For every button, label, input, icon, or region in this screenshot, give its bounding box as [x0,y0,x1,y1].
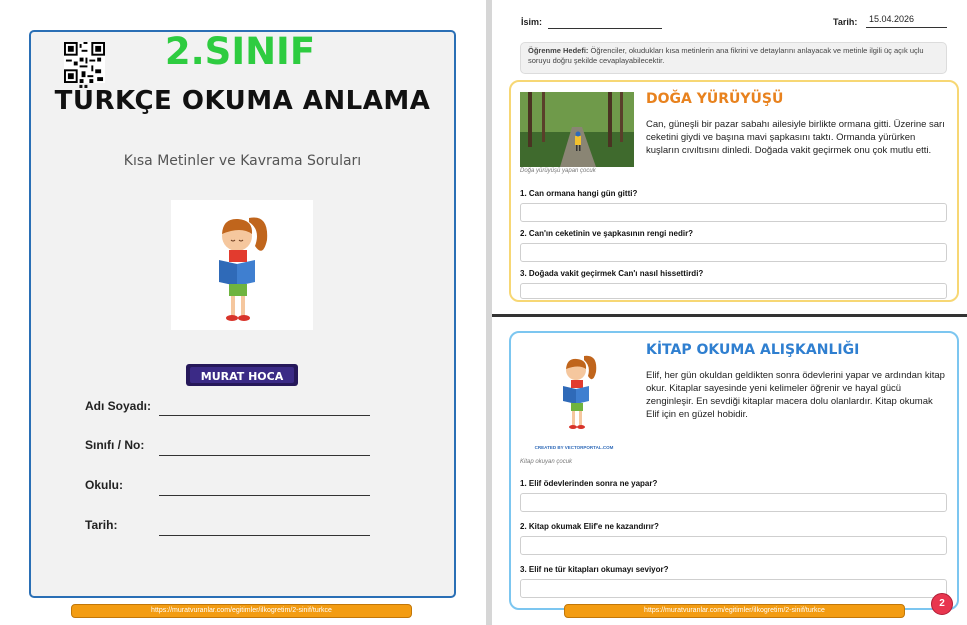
story2-question-3: 3. Elif ne tür kitapları okumayı seviyor? [520,565,669,574]
name-field-line[interactable] [159,415,370,416]
learning-goal-text: Öğrenciler, okudukları kısa metinlerin ana fikrini ve detaylarını anlayacak ve metinle ilgili üç açık uçlu soruyu doğru şekilde cevaplayabilecektir. [528,46,924,65]
forest-photo [520,92,634,167]
story2-caption: Kitap okuyan çocuk [520,459,573,465]
story2-title: KİTAP OKUMA ALIŞKANLIĞI [646,342,860,358]
name-field-label: Adı Soyadı: [85,399,152,413]
murat-hoca-logo [186,362,298,388]
story1-question-2: 2. Can'ın ceketinin ve şapkasının rengi nedir? [520,229,694,238]
grade-title: 2.SINIF [164,30,316,73]
class-field-line[interactable] [159,455,370,456]
cover-url-link[interactable]: https://muratvuranlar.com/egitimler/ilkogretim/2-sinif/turkce [71,604,412,618]
learning-goal-label: Öğrenme Hedefi: [528,46,589,55]
story2-answer-2[interactable] [520,536,947,555]
illustration-credit: CREATED BY VECTORPORTAL.COM [534,445,614,450]
school-field-label: Okulu: [85,478,123,492]
date-label: Tarih: [833,17,858,27]
date-field-line[interactable] [159,535,370,536]
date-line[interactable] [866,27,947,28]
story1-text: Can, güneşli bir pazar sabahı ailesiyle birlikte ormana gitti. Üzerine sarı ceketini giydi ve başına mavi şapkasını taktı. Ormanda yürürken kuşların cıvıltısını dinledi. Doğada vakit geçirmek onu çok mutlu etti. [646,119,945,156]
story2-question-2: 2. Kitap okumak Elif'e ne kazandırır? [520,522,659,531]
school-field-line[interactable] [159,495,370,496]
brand-logo-text: MURAT HOCA [200,370,284,383]
page-gap [486,0,492,625]
date-value: 15.04.2026 [869,14,915,24]
story1-answer-2[interactable] [520,243,947,262]
name-line[interactable] [548,28,662,29]
story2-answer-3[interactable] [520,579,947,598]
story1-answer-3[interactable] [520,283,947,299]
story1-title: DOĞA YÜRÜYÜŞÜ [646,91,784,107]
cover-subtitle: Kısa Metinler ve Kavrama Soruları [123,153,362,169]
story2-text: Elif, her gün okuldan geldikten sonra ödevlerini yapar ve ardından kitap okur. Kitaplar sayesinde yeni kelimeler öğrenir ve hayal gücü zenginleşir. En sevdiği kitaplar macera dolu olanlardır. Kitap okumak Elif için en güzel hobidir. [646,370,945,420]
reading-girl-illustration [544,348,614,443]
page-divider [492,314,967,317]
story1-question-3: 3. Doğada vakit geçirmek Can'ı nasıl hissettirdi? [520,269,704,278]
story1-answer-1[interactable] [520,203,947,222]
girl-reading-illustration [171,200,313,330]
story2-answer-1[interactable] [520,493,947,512]
qr-code-icon [64,42,105,83]
story1-question-1: 1. Can ormana hangi gün gitti? [520,189,638,198]
worksheet-url-link[interactable]: https://muratvuranlar.com/egitimler/ilkogretim/2-sinif/turkce [564,604,905,618]
name-label: İsim: [521,17,543,27]
story1-caption: Doğa yürüyüşü yapan çocuk [520,168,596,174]
story2-question-1: 1. Elif ödevlerinden sonra ne yapar? [520,479,658,488]
class-field-label: Sınıfı / No: [85,438,145,452]
cover-title: TÜRKÇE OKUMA ANLAMA [54,86,431,116]
learning-goal-box [520,42,947,74]
date-field-label: Tarih: [85,518,118,532]
page-number-badge: 2 [931,593,953,615]
